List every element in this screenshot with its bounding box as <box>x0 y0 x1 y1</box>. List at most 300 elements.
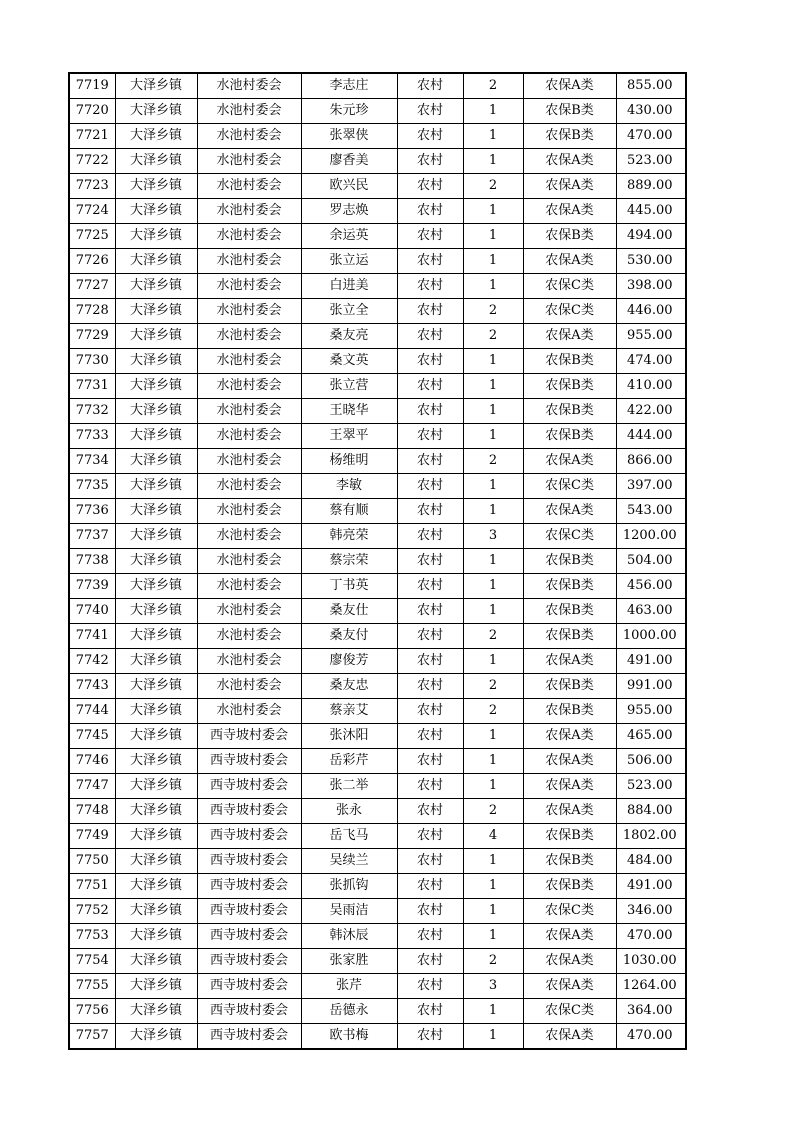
amount-cell: 1802.00 <box>616 824 686 849</box>
area-type-cell: 农村 <box>397 774 463 799</box>
village-committee-cell: 西寺坡村委会 <box>197 999 301 1024</box>
table-row <box>69 274 686 299</box>
serial-number-cell: 7740 <box>69 599 115 624</box>
area-type-cell: 农村 <box>397 574 463 599</box>
insurance-category-cell: 农保A类 <box>523 73 616 99</box>
village-committee-cell: 水池村委会 <box>197 149 301 174</box>
insurance-category-cell: 农保B类 <box>523 549 616 574</box>
village-committee-cell: 水池村委会 <box>197 349 301 374</box>
table-row <box>69 699 686 724</box>
recipient-name-cell: 张翠侠 <box>301 124 397 149</box>
recipient-name-cell: 张沐阳 <box>301 724 397 749</box>
village-committee-cell: 水池村委会 <box>197 474 301 499</box>
table-row <box>69 99 686 124</box>
amount-cell: 491.00 <box>616 874 686 899</box>
township-cell: 大泽乡镇 <box>115 824 197 849</box>
table-row <box>69 1024 686 1050</box>
area-type-cell: 农村 <box>397 374 463 399</box>
table-row <box>69 624 686 649</box>
table-row <box>69 649 686 674</box>
village-committee-cell: 西寺坡村委会 <box>197 849 301 874</box>
village-committee-cell: 西寺坡村委会 <box>197 749 301 774</box>
serial-number-cell: 7751 <box>69 874 115 899</box>
recipient-name-cell: 丁书英 <box>301 574 397 599</box>
insurance-category-cell: 农保A类 <box>523 649 616 674</box>
table-row <box>69 949 686 974</box>
household-size-cell: 2 <box>463 299 523 324</box>
area-type-cell: 农村 <box>397 73 463 99</box>
insurance-category-cell: 农保B类 <box>523 99 616 124</box>
serial-number-cell: 7748 <box>69 799 115 824</box>
area-type-cell: 农村 <box>397 299 463 324</box>
amount-cell: 955.00 <box>616 699 686 724</box>
household-size-cell: 1 <box>463 149 523 174</box>
township-cell: 大泽乡镇 <box>115 999 197 1024</box>
household-size-cell: 1 <box>463 774 523 799</box>
household-size-cell: 1 <box>463 874 523 899</box>
amount-cell: 889.00 <box>616 174 686 199</box>
village-committee-cell: 水池村委会 <box>197 574 301 599</box>
village-committee-cell: 西寺坡村委会 <box>197 974 301 999</box>
recipient-name-cell: 张立全 <box>301 299 397 324</box>
serial-number-cell: 7722 <box>69 149 115 174</box>
recipient-name-cell: 张芹 <box>301 974 397 999</box>
township-cell: 大泽乡镇 <box>115 424 197 449</box>
insurance-category-cell: 农保B类 <box>523 824 616 849</box>
insurance-category-cell: 农保A类 <box>523 974 616 999</box>
amount-cell: 530.00 <box>616 249 686 274</box>
recipient-name-cell: 廖俊芳 <box>301 649 397 674</box>
household-size-cell: 2 <box>463 699 523 724</box>
village-committee-cell: 水池村委会 <box>197 699 301 724</box>
table-row <box>69 174 686 199</box>
amount-cell: 494.00 <box>616 224 686 249</box>
recipient-name-cell: 岳德永 <box>301 999 397 1024</box>
serial-number-cell: 7730 <box>69 349 115 374</box>
recipient-name-cell: 余运英 <box>301 224 397 249</box>
roster-body <box>69 73 686 1049</box>
household-size-cell: 1 <box>463 999 523 1024</box>
village-committee-cell: 水池村委会 <box>197 249 301 274</box>
village-committee-cell: 水池村委会 <box>197 399 301 424</box>
area-type-cell: 农村 <box>397 649 463 674</box>
table-row <box>69 599 686 624</box>
table-row <box>69 774 686 799</box>
township-cell: 大泽乡镇 <box>115 624 197 649</box>
insurance-category-cell: 农保A类 <box>523 449 616 474</box>
recipient-name-cell: 韩亮荣 <box>301 524 397 549</box>
amount-cell: 1264.00 <box>616 974 686 999</box>
table-row <box>69 899 686 924</box>
amount-cell: 474.00 <box>616 349 686 374</box>
township-cell: 大泽乡镇 <box>115 599 197 624</box>
area-type-cell: 农村 <box>397 874 463 899</box>
household-size-cell: 1 <box>463 199 523 224</box>
insurance-category-cell: 农保B类 <box>523 424 616 449</box>
serial-number-cell: 7736 <box>69 499 115 524</box>
insurance-category-cell: 农保A类 <box>523 199 616 224</box>
area-type-cell: 农村 <box>397 524 463 549</box>
amount-cell: 955.00 <box>616 324 686 349</box>
township-cell: 大泽乡镇 <box>115 549 197 574</box>
area-type-cell: 农村 <box>397 199 463 224</box>
insurance-category-cell: 农保C类 <box>523 299 616 324</box>
township-cell: 大泽乡镇 <box>115 724 197 749</box>
recipient-name-cell: 欧兴民 <box>301 174 397 199</box>
recipient-name-cell: 桑友仕 <box>301 599 397 624</box>
area-type-cell: 农村 <box>397 424 463 449</box>
serial-number-cell: 7745 <box>69 724 115 749</box>
area-type-cell: 农村 <box>397 699 463 724</box>
serial-number-cell: 7757 <box>69 1024 115 1050</box>
amount-cell: 506.00 <box>616 749 686 774</box>
table-row <box>69 124 686 149</box>
township-cell: 大泽乡镇 <box>115 749 197 774</box>
area-type-cell: 农村 <box>397 399 463 424</box>
township-cell: 大泽乡镇 <box>115 349 197 374</box>
household-size-cell: 1 <box>463 124 523 149</box>
serial-number-cell: 7734 <box>69 449 115 474</box>
township-cell: 大泽乡镇 <box>115 149 197 174</box>
amount-cell: 410.00 <box>616 374 686 399</box>
household-size-cell: 1 <box>463 424 523 449</box>
amount-cell: 456.00 <box>616 574 686 599</box>
insurance-category-cell: 农保C类 <box>523 274 616 299</box>
serial-number-cell: 7729 <box>69 324 115 349</box>
amount-cell: 398.00 <box>616 274 686 299</box>
household-size-cell: 1 <box>463 349 523 374</box>
serial-number-cell: 7743 <box>69 674 115 699</box>
serial-number-cell: 7754 <box>69 949 115 974</box>
serial-number-cell: 7750 <box>69 849 115 874</box>
township-cell: 大泽乡镇 <box>115 924 197 949</box>
household-size-cell: 1 <box>463 374 523 399</box>
table-row <box>69 499 686 524</box>
village-committee-cell: 水池村委会 <box>197 524 301 549</box>
amount-cell: 523.00 <box>616 149 686 174</box>
insurance-category-cell: 农保A类 <box>523 749 616 774</box>
village-committee-cell: 水池村委会 <box>197 224 301 249</box>
household-size-cell: 1 <box>463 899 523 924</box>
township-cell: 大泽乡镇 <box>115 974 197 999</box>
insurance-category-cell: 农保B类 <box>523 624 616 649</box>
area-type-cell: 农村 <box>397 324 463 349</box>
recipient-name-cell: 欧书梅 <box>301 1024 397 1050</box>
table-row <box>69 399 686 424</box>
insurance-category-cell: 农保A类 <box>523 924 616 949</box>
amount-cell: 504.00 <box>616 549 686 574</box>
amount-cell: 491.00 <box>616 649 686 674</box>
township-cell: 大泽乡镇 <box>115 774 197 799</box>
table-row <box>69 349 686 374</box>
village-committee-cell: 西寺坡村委会 <box>197 824 301 849</box>
village-committee-cell: 水池村委会 <box>197 374 301 399</box>
amount-cell: 1000.00 <box>616 624 686 649</box>
amount-cell: 855.00 <box>616 73 686 99</box>
recipient-name-cell: 桑友忠 <box>301 674 397 699</box>
area-type-cell: 农村 <box>397 674 463 699</box>
household-size-cell: 1 <box>463 749 523 774</box>
village-committee-cell: 水池村委会 <box>197 549 301 574</box>
table-row <box>69 724 686 749</box>
table-row <box>69 974 686 999</box>
table-row <box>69 374 686 399</box>
area-type-cell: 农村 <box>397 724 463 749</box>
serial-number-cell: 7732 <box>69 399 115 424</box>
recipient-name-cell: 白进美 <box>301 274 397 299</box>
insurance-category-cell: 农保A类 <box>523 249 616 274</box>
table-row <box>69 474 686 499</box>
table-row <box>69 749 686 774</box>
serial-number-cell: 7737 <box>69 524 115 549</box>
amount-cell: 1200.00 <box>616 524 686 549</box>
area-type-cell: 农村 <box>397 999 463 1024</box>
table-row <box>69 674 686 699</box>
table-row <box>69 999 686 1024</box>
area-type-cell: 农村 <box>397 1024 463 1050</box>
insurance-category-cell: 农保B类 <box>523 599 616 624</box>
household-size-cell: 2 <box>463 449 523 474</box>
recipient-name-cell: 罗志焕 <box>301 199 397 224</box>
amount-cell: 364.00 <box>616 999 686 1024</box>
serial-number-cell: 7724 <box>69 199 115 224</box>
township-cell: 大泽乡镇 <box>115 73 197 99</box>
recipient-name-cell: 朱元珍 <box>301 99 397 124</box>
village-committee-cell: 水池村委会 <box>197 99 301 124</box>
serial-number-cell: 7742 <box>69 649 115 674</box>
village-committee-cell: 西寺坡村委会 <box>197 949 301 974</box>
insurance-category-cell: 农保C类 <box>523 999 616 1024</box>
insurance-category-cell: 农保B类 <box>523 874 616 899</box>
table-row <box>69 149 686 174</box>
area-type-cell: 农村 <box>397 224 463 249</box>
area-type-cell: 农村 <box>397 274 463 299</box>
village-committee-cell: 西寺坡村委会 <box>197 774 301 799</box>
amount-cell: 422.00 <box>616 399 686 424</box>
area-type-cell: 农村 <box>397 624 463 649</box>
insurance-category-cell: 农保B类 <box>523 124 616 149</box>
area-type-cell: 农村 <box>397 124 463 149</box>
amount-cell: 523.00 <box>616 774 686 799</box>
insurance-category-cell: 农保B类 <box>523 399 616 424</box>
township-cell: 大泽乡镇 <box>115 124 197 149</box>
serial-number-cell: 7723 <box>69 174 115 199</box>
village-committee-cell: 水池村委会 <box>197 424 301 449</box>
recipient-name-cell: 蔡亲艾 <box>301 699 397 724</box>
household-size-cell: 2 <box>463 624 523 649</box>
village-committee-cell: 西寺坡村委会 <box>197 899 301 924</box>
insurance-category-cell: 农保C类 <box>523 524 616 549</box>
serial-number-cell: 7752 <box>69 899 115 924</box>
village-committee-cell: 水池村委会 <box>197 449 301 474</box>
village-committee-cell: 水池村委会 <box>197 73 301 99</box>
table-row <box>69 249 686 274</box>
table-row <box>69 224 686 249</box>
area-type-cell: 农村 <box>397 449 463 474</box>
township-cell: 大泽乡镇 <box>115 249 197 274</box>
amount-cell: 463.00 <box>616 599 686 624</box>
table-row <box>69 924 686 949</box>
township-cell: 大泽乡镇 <box>115 674 197 699</box>
area-type-cell: 农村 <box>397 249 463 274</box>
household-size-cell: 1 <box>463 649 523 674</box>
township-cell: 大泽乡镇 <box>115 174 197 199</box>
household-size-cell: 2 <box>463 799 523 824</box>
amount-cell: 430.00 <box>616 99 686 124</box>
household-size-cell: 1 <box>463 724 523 749</box>
amount-cell: 866.00 <box>616 449 686 474</box>
village-committee-cell: 西寺坡村委会 <box>197 1024 301 1050</box>
township-cell: 大泽乡镇 <box>115 899 197 924</box>
township-cell: 大泽乡镇 <box>115 849 197 874</box>
table-row <box>69 299 686 324</box>
village-committee-cell: 西寺坡村委会 <box>197 924 301 949</box>
household-size-cell: 1 <box>463 499 523 524</box>
amount-cell: 444.00 <box>616 424 686 449</box>
insurance-category-cell: 农保B类 <box>523 674 616 699</box>
township-cell: 大泽乡镇 <box>115 324 197 349</box>
household-size-cell: 2 <box>463 174 523 199</box>
serial-number-cell: 7749 <box>69 824 115 849</box>
household-size-cell: 1 <box>463 574 523 599</box>
table-row <box>69 449 686 474</box>
serial-number-cell: 7727 <box>69 274 115 299</box>
village-committee-cell: 水池村委会 <box>197 124 301 149</box>
recipient-name-cell: 岳飞马 <box>301 824 397 849</box>
area-type-cell: 农村 <box>397 174 463 199</box>
serial-number-cell: 7753 <box>69 924 115 949</box>
township-cell: 大泽乡镇 <box>115 199 197 224</box>
village-committee-cell: 水池村委会 <box>197 199 301 224</box>
recipient-name-cell: 张永 <box>301 799 397 824</box>
area-type-cell: 农村 <box>397 99 463 124</box>
insurance-category-cell: 农保A类 <box>523 1024 616 1050</box>
area-type-cell: 农村 <box>397 349 463 374</box>
insurance-category-cell: 农保A类 <box>523 174 616 199</box>
insurance-category-cell: 农保A类 <box>523 499 616 524</box>
recipient-name-cell: 李志庄 <box>301 73 397 99</box>
table-row <box>69 874 686 899</box>
amount-cell: 543.00 <box>616 499 686 524</box>
household-size-cell: 1 <box>463 1024 523 1050</box>
amount-cell: 884.00 <box>616 799 686 824</box>
area-type-cell: 农村 <box>397 899 463 924</box>
insurance-category-cell: 农保B类 <box>523 349 616 374</box>
area-type-cell: 农村 <box>397 549 463 574</box>
recipient-name-cell: 桑友亮 <box>301 324 397 349</box>
area-type-cell: 农村 <box>397 474 463 499</box>
village-committee-cell: 水池村委会 <box>197 599 301 624</box>
household-size-cell: 1 <box>463 224 523 249</box>
insurance-category-cell: 农保A类 <box>523 724 616 749</box>
serial-number-cell: 7735 <box>69 474 115 499</box>
serial-number-cell: 7744 <box>69 699 115 724</box>
area-type-cell: 农村 <box>397 974 463 999</box>
serial-number-cell: 7756 <box>69 999 115 1024</box>
recipient-name-cell: 桑友付 <box>301 624 397 649</box>
amount-cell: 397.00 <box>616 474 686 499</box>
table-row <box>69 324 686 349</box>
amount-cell: 470.00 <box>616 124 686 149</box>
serial-number-cell: 7733 <box>69 424 115 449</box>
area-type-cell: 农村 <box>397 149 463 174</box>
township-cell: 大泽乡镇 <box>115 649 197 674</box>
household-size-cell: 1 <box>463 849 523 874</box>
household-size-cell: 2 <box>463 73 523 99</box>
serial-number-cell: 7731 <box>69 374 115 399</box>
township-cell: 大泽乡镇 <box>115 524 197 549</box>
township-cell: 大泽乡镇 <box>115 399 197 424</box>
insurance-category-cell: 农保B类 <box>523 224 616 249</box>
household-size-cell: 1 <box>463 99 523 124</box>
insurance-category-cell: 农保A类 <box>523 324 616 349</box>
serial-number-cell: 7746 <box>69 749 115 774</box>
table-row <box>69 73 686 99</box>
insurance-category-cell: 农保B类 <box>523 699 616 724</box>
township-cell: 大泽乡镇 <box>115 224 197 249</box>
insurance-category-cell: 农保A类 <box>523 149 616 174</box>
serial-number-cell: 7726 <box>69 249 115 274</box>
township-cell: 大泽乡镇 <box>115 499 197 524</box>
recipient-name-cell: 岳彩芹 <box>301 749 397 774</box>
area-type-cell: 农村 <box>397 749 463 774</box>
recipient-name-cell: 张抓钩 <box>301 874 397 899</box>
area-type-cell: 农村 <box>397 824 463 849</box>
table-row <box>69 824 686 849</box>
table-row <box>69 574 686 599</box>
serial-number-cell: 7720 <box>69 99 115 124</box>
table-row <box>69 549 686 574</box>
household-size-cell: 1 <box>463 249 523 274</box>
household-size-cell: 4 <box>463 824 523 849</box>
recipient-name-cell: 桑文英 <box>301 349 397 374</box>
village-committee-cell: 西寺坡村委会 <box>197 724 301 749</box>
household-size-cell: 1 <box>463 474 523 499</box>
township-cell: 大泽乡镇 <box>115 374 197 399</box>
table-row <box>69 424 686 449</box>
serial-number-cell: 7721 <box>69 124 115 149</box>
insurance-category-cell: 农保B类 <box>523 374 616 399</box>
township-cell: 大泽乡镇 <box>115 574 197 599</box>
serial-number-cell: 7741 <box>69 624 115 649</box>
township-cell: 大泽乡镇 <box>115 449 197 474</box>
recipient-name-cell: 杨维明 <box>301 449 397 474</box>
township-cell: 大泽乡镇 <box>115 274 197 299</box>
serial-number-cell: 7719 <box>69 73 115 99</box>
insurance-category-cell: 农保A类 <box>523 949 616 974</box>
household-size-cell: 1 <box>463 924 523 949</box>
insurance-category-cell: 农保C类 <box>523 899 616 924</box>
serial-number-cell: 7728 <box>69 299 115 324</box>
recipient-name-cell: 蔡有顺 <box>301 499 397 524</box>
recipient-name-cell: 张立运 <box>301 249 397 274</box>
table-row <box>69 524 686 549</box>
township-cell: 大泽乡镇 <box>115 699 197 724</box>
recipient-name-cell: 蔡宗荣 <box>301 549 397 574</box>
household-size-cell: 1 <box>463 274 523 299</box>
insurance-category-cell: 农保B类 <box>523 574 616 599</box>
household-size-cell: 1 <box>463 549 523 574</box>
household-size-cell: 3 <box>463 974 523 999</box>
village-committee-cell: 水池村委会 <box>197 299 301 324</box>
serial-number-cell: 7725 <box>69 224 115 249</box>
recipient-name-cell: 张二举 <box>301 774 397 799</box>
area-type-cell: 农村 <box>397 599 463 624</box>
table-row <box>69 199 686 224</box>
recipient-name-cell: 李敏 <box>301 474 397 499</box>
township-cell: 大泽乡镇 <box>115 1024 197 1050</box>
table-row <box>69 849 686 874</box>
